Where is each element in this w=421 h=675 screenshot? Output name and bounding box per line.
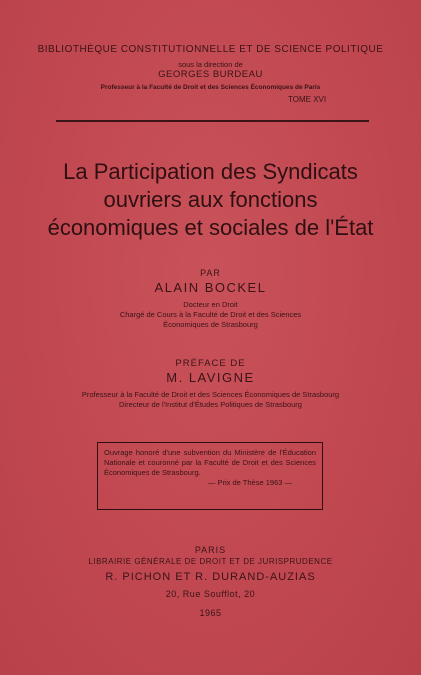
book-title-line: ouvriers aux fonctions (103, 187, 318, 212)
series-director-role: Professeur à la Faculté de Droit et des Sciences Économiques de Paris (100, 84, 321, 91)
book-title-line: économiques et sociales de l'État (47, 215, 374, 240)
publisher-proprietors: R. PICHON ET R. DURAND-AUZIAS (105, 571, 316, 583)
author-name: ALAIN BOCKEL (154, 280, 267, 295)
divider-rule (56, 120, 369, 122)
author-credential-line: Économiques de Strasbourg (163, 320, 258, 329)
series-director: GEORGES BURDEAU (158, 69, 263, 80)
preface-credentials (0, 390, 421, 410)
book-title (0, 158, 421, 242)
award-notice-box (97, 442, 323, 510)
publisher-city: PARIS (194, 545, 227, 555)
preface-credential-line: Professeur à la Faculté de Droit et des Sciences Économiques de Strasbourg (81, 390, 340, 399)
tome-number: TOME XVI (288, 95, 327, 104)
series-title: BIBLIOTHÈQUE CONSTITUTIONNELLE ET DE SCIENCE POLITIQUE (37, 44, 384, 55)
par-label: PAR (200, 268, 221, 278)
author-credentials (0, 300, 421, 330)
author-credential-line: Docteur en Droit (183, 300, 238, 309)
book-title-line: La Participation des Syndicats (63, 159, 358, 184)
under-direction-label: sous la direction de (178, 60, 243, 69)
award-prize: — Prix de Thèse 1963 — (207, 478, 292, 487)
publication-year: 1965 (199, 608, 222, 618)
author-credential-line: Chargé de Cours à la Faculté de Droit et des Sciences (119, 310, 302, 319)
preface-credential-line: Directeur de l'Institut d'Études Politiques de Strasbourg (119, 400, 302, 409)
publisher-name: LIBRAIRIE GÉNÉRALE DE DROIT ET DE JURISPRUDENCE (88, 557, 333, 566)
award-text: Ouvrage honoré d'une subvention du Ministère de l'Éducation Nationale et couronné par la Faculté de Droit et des Sciences Économiques de Strasbourg. (104, 448, 316, 477)
publisher-address: 20, Rue Soufflot, 20 (165, 589, 256, 599)
preface-label: PRÉFACE DE (175, 358, 246, 369)
preface-author-name: M. LAVIGNE (166, 370, 255, 385)
